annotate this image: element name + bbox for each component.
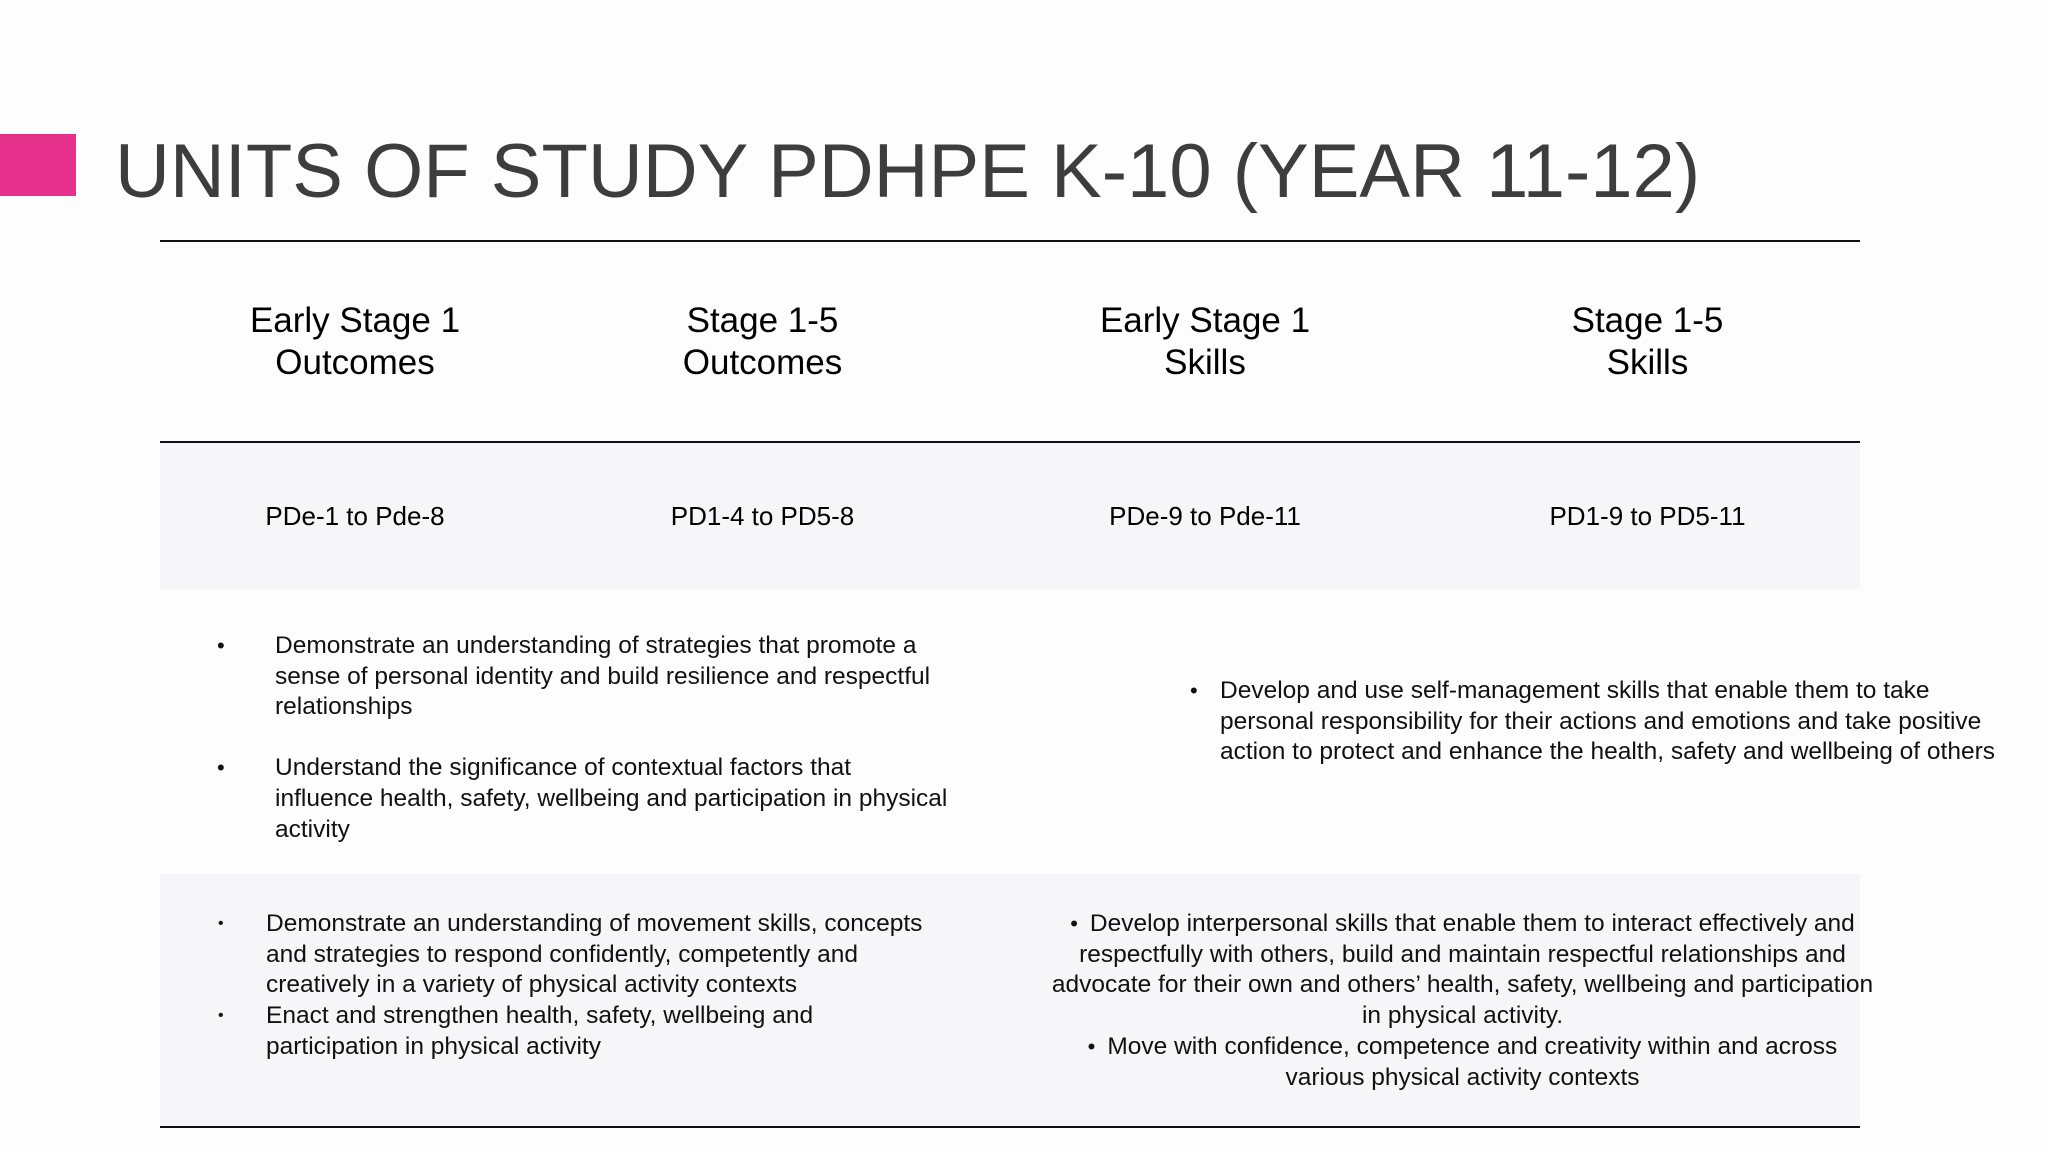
list-item	[218, 909, 946, 1001]
header-line: Skills	[1606, 342, 1689, 382]
list-item-text: Develop and use self-management skills that enable them to take personal responsibility for their actions and emotions and take positive action to protect and enhance the health, safety and wellbeing of others	[1220, 677, 1996, 766]
bullet-icon: •	[218, 1007, 224, 1025]
list-item-text: Demonstrate an understanding of strategies that promote a sense of personal identity and build resilience and respectful relationships	[275, 632, 931, 721]
list-item-text: Understand the significance of contextual factors that influence health, safety, wellbeing and participation in physical activity	[275, 754, 948, 843]
list-item	[1190, 676, 2000, 768]
list-item-text: Develop interpersonal skills that enable them to interact effectively and respectfully with others, build and maintain respectful relationships and advocate for their own and others’ health, safety, wellbeing and participation in physical activity.	[1051, 910, 1874, 1030]
bullet-icon: •	[218, 915, 224, 932]
header-line: Skills	[1164, 342, 1246, 382]
outcomes-cell	[160, 874, 975, 1126]
list-item	[1045, 909, 1880, 1032]
code-cell: PD1-9 to PD5-11	[1549, 500, 1746, 531]
skills-cell	[975, 589, 1996, 874]
page-title: UNITS OF STUDY PDHPE K-10 (YEAR 11-12)	[115, 129, 1701, 214]
bullet-icon: •	[1087, 1033, 1096, 1059]
bullet-icon: •	[217, 755, 225, 781]
header-stage-skills	[1435, 300, 1860, 384]
bullet-list	[217, 631, 955, 845]
list-item-text: Demonstrate an understanding of movement skills, concepts and strategies to respond confidently, competently and creatively in a variety of physical activity contexts	[266, 910, 923, 999]
header-row	[160, 242, 1860, 441]
list-item	[217, 753, 955, 845]
content-row	[160, 874, 1874, 1126]
bottom-rule	[160, 1126, 1860, 1128]
bullet-icon: •	[1190, 678, 1198, 703]
code-cell: PD1-4 to PD5-8	[670, 500, 855, 531]
skills-cell	[975, 874, 1874, 1126]
bullet-icon: •	[1070, 911, 1078, 936]
code-cell: PDe-1 to Pde-8	[265, 500, 445, 531]
header-line: Outcomes	[275, 342, 435, 382]
list-item-text: Move with confidence, competence and creativity within and across various physical activity contexts	[1107, 1032, 1838, 1091]
list-item	[1045, 1032, 1880, 1093]
bullet-list	[1045, 909, 1880, 1093]
header-line: Stage 1-5	[686, 300, 839, 340]
bullet-list	[218, 909, 946, 1063]
header-early-stage-skills	[975, 300, 1435, 384]
outcomes-cell	[160, 589, 975, 874]
header-early-stage-outcomes	[160, 300, 550, 384]
accent-bar	[0, 134, 76, 196]
bullet-list	[1190, 676, 2000, 768]
list-item	[218, 1001, 946, 1062]
content-row	[160, 589, 1996, 874]
list-item	[217, 631, 955, 723]
header-line: Stage 1-5	[1571, 300, 1724, 340]
header-line: Early Stage 1	[1099, 300, 1311, 340]
outcome-codes-row	[160, 443, 1860, 589]
units-table	[160, 240, 1996, 1128]
header-line: Outcomes	[682, 342, 843, 382]
bullet-icon: •	[217, 633, 225, 658]
code-cell: PDe-9 to Pde-11	[1109, 500, 1301, 531]
header-line: Early Stage 1	[249, 300, 461, 340]
header-stage-outcomes	[550, 300, 975, 384]
list-item-text: Enact and strengthen health, safety, wellbeing and participation in physical activity	[266, 1002, 814, 1060]
